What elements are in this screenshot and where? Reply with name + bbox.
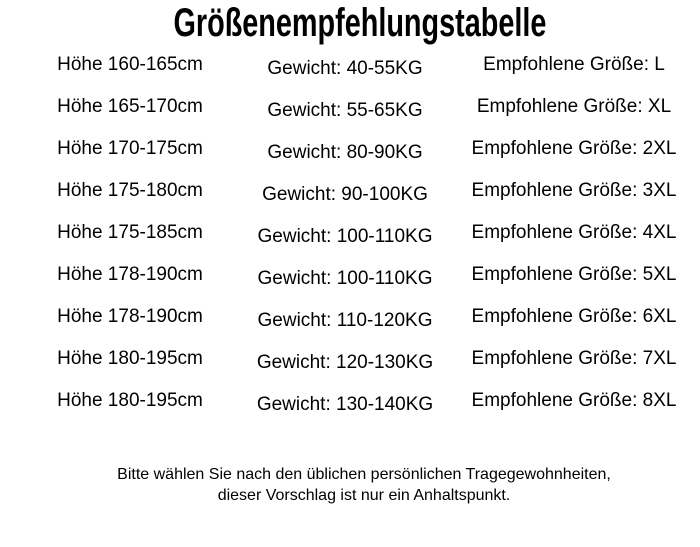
height-cell: Höhe 180-195cm [57,390,203,411]
size-cell: Empfohlene Größe: 4XL [471,222,677,243]
table-row [0,338,700,380]
size-cell: Empfohlene Größe: 2XL [471,138,677,159]
size-table [0,44,700,422]
size-cell: Empfohlene Größe: 7XL [471,348,677,369]
size-cell: Empfohlene Größe: 8XL [471,390,677,411]
table-row [0,380,700,422]
height-cell: Höhe 165-170cm [57,96,203,117]
weight-cell: Gewicht: 40-55KG [267,58,423,79]
table-row [0,296,700,338]
size-cell: Empfohlene Größe: XL [476,96,672,117]
table-row [0,170,700,212]
size-cell: Empfohlene Größe: L [483,54,665,75]
height-cell: Höhe 180-195cm [57,348,203,369]
size-cell: Empfohlene Größe: 5XL [471,264,677,285]
footer-line-1: Bitte wählen Sie nach den üblichen persönlichen Tragegewohnheiten, [117,466,611,483]
weight-cell: Gewicht: 55-65KG [267,100,423,121]
page-title: Größenempfehlungstabelle [173,1,547,45]
table-row [0,254,700,296]
size-cell: Empfohlene Größe: 3XL [471,180,677,201]
footer-note [14,464,700,506]
weight-cell: Gewicht: 100-110KG [257,226,433,247]
table-row [0,212,700,254]
footer-line-2: dieser Vorschlag ist nur ein Anhaltspunkt. [217,487,511,504]
height-cell: Höhe 170-175cm [57,138,203,159]
size-cell: Empfohlene Größe: 6XL [471,306,677,327]
weight-cell: Gewicht: 120-130KG [256,352,434,373]
height-cell: Höhe 178-190cm [57,306,203,327]
height-cell: Höhe 160-165cm [57,54,203,75]
height-cell: Höhe 175-180cm [57,180,203,201]
weight-cell: Gewicht: 110-120KG [257,310,433,331]
weight-cell: Gewicht: 100-110KG [257,268,433,289]
height-cell: Höhe 175-185cm [57,222,203,243]
table-row [0,86,700,128]
weight-cell: Gewicht: 80-90KG [267,142,423,163]
weight-cell: Gewicht: 90-100KG [262,184,428,205]
table-row [0,128,700,170]
height-cell: Höhe 178-190cm [57,264,203,285]
weight-cell: Gewicht: 130-140KG [256,394,434,415]
title-wrap [0,2,700,44]
table-row [0,44,700,86]
